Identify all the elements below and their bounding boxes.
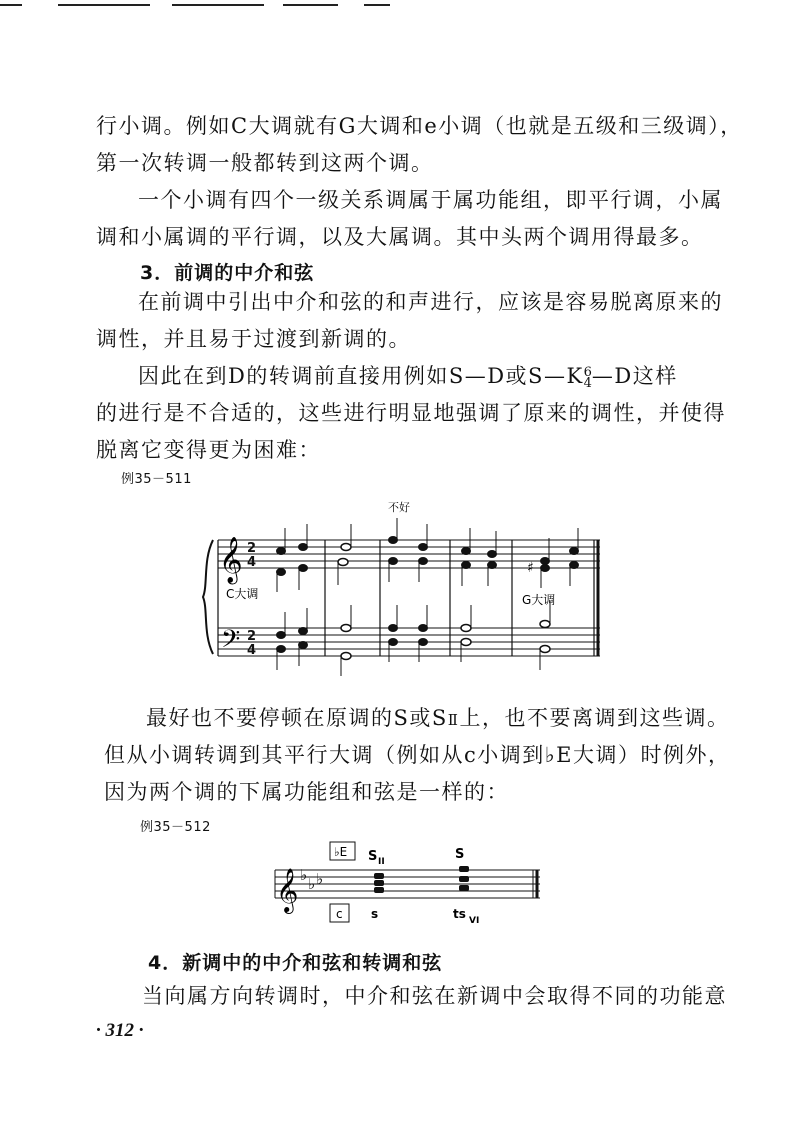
svg-text:2: 2 — [247, 541, 257, 556]
text-line: 的进行是不合适的，这些进行明显地强调了原来的调性，并使得 — [96, 401, 726, 425]
example-label: 例35－511 — [121, 472, 192, 487]
text-segment: 因此在到D的转调前直接用例如S—D或S—K — [138, 364, 584, 388]
sharp-icon: ♯ — [527, 560, 534, 576]
page-number: · 312 · — [96, 1020, 144, 1041]
treble-clef-icon: 𝄞 — [276, 868, 299, 912]
treble-clef-icon: 𝄞 — [219, 537, 243, 583]
text-segment: 最好也不要停顿在原调的S或S — [146, 706, 448, 730]
text-line: 脱离它变得更为困难： — [96, 438, 321, 462]
section-3-heading: 3．前调的中介和弦 — [140, 262, 315, 284]
text-line: 调性，并且易于过渡到新调的。 — [96, 327, 411, 351]
svg-text:4: 4 — [247, 643, 257, 658]
key-label-e-flat-major: ♭E — [334, 845, 348, 859]
figure-top: 6 — [583, 364, 592, 380]
text-segment: —D这样 — [591, 364, 678, 388]
text-line: 但从小调转调到其平行大调（例如从c小调到♭E大调）时例外， — [104, 743, 731, 767]
function-label: S — [368, 849, 378, 864]
function-subscript: VI — [469, 916, 480, 926]
text-line: 当向属方向转调时，中介和弦在新调中会取得不同的功能意 — [142, 984, 727, 1008]
text-segment: 上，也不要离调到这些调。 — [459, 706, 730, 730]
roman-numeral: Ⅱ — [447, 711, 460, 729]
svg-text:♭: ♭ — [300, 866, 308, 884]
bass-clef-icon: 𝄢 — [221, 625, 241, 660]
figure-bottom: 4 — [583, 375, 592, 391]
svg-text:2: 2 — [247, 629, 257, 644]
key-label-c-major: C大调 — [226, 587, 259, 601]
function-subscript: II — [378, 857, 385, 867]
text-line: 在前调中引出中介和弦的和声进行，应该是容易脱离原来的 — [138, 290, 723, 314]
text-line: 因为两个调的下属功能组和弦是一样的： — [104, 780, 509, 804]
text-line: 一个小调有四个一级关系调属于属功能组，即平行调，小属 — [138, 188, 723, 212]
function-label: ts — [453, 907, 466, 921]
example-label: 例35－512 — [140, 820, 211, 835]
function-label: s — [371, 907, 379, 921]
text-line: 第一次转调一般都转到这两个调。 — [96, 151, 434, 175]
function-label: S — [455, 847, 465, 862]
svg-text:♭: ♭ — [316, 870, 324, 888]
key-label-g-major: G大调 — [522, 593, 556, 607]
section-4-heading: 4．新调中的中介和弦和转调和弦 — [148, 952, 443, 974]
svg-text:4: 4 — [247, 555, 257, 570]
text-line: 调和小属调的平行调，以及大属调。其中头两个调用得最多。 — [96, 225, 704, 249]
annotation-not-good: 不好 — [388, 501, 410, 514]
key-label-c-minor: c — [336, 907, 343, 921]
svg-text:♭: ♭ — [308, 875, 316, 893]
paragraph-new-key — [100, 978, 727, 1015]
text-line: 行小调。例如C大调就有G大调和e小调（也就是五级和三级调）， — [96, 114, 743, 138]
